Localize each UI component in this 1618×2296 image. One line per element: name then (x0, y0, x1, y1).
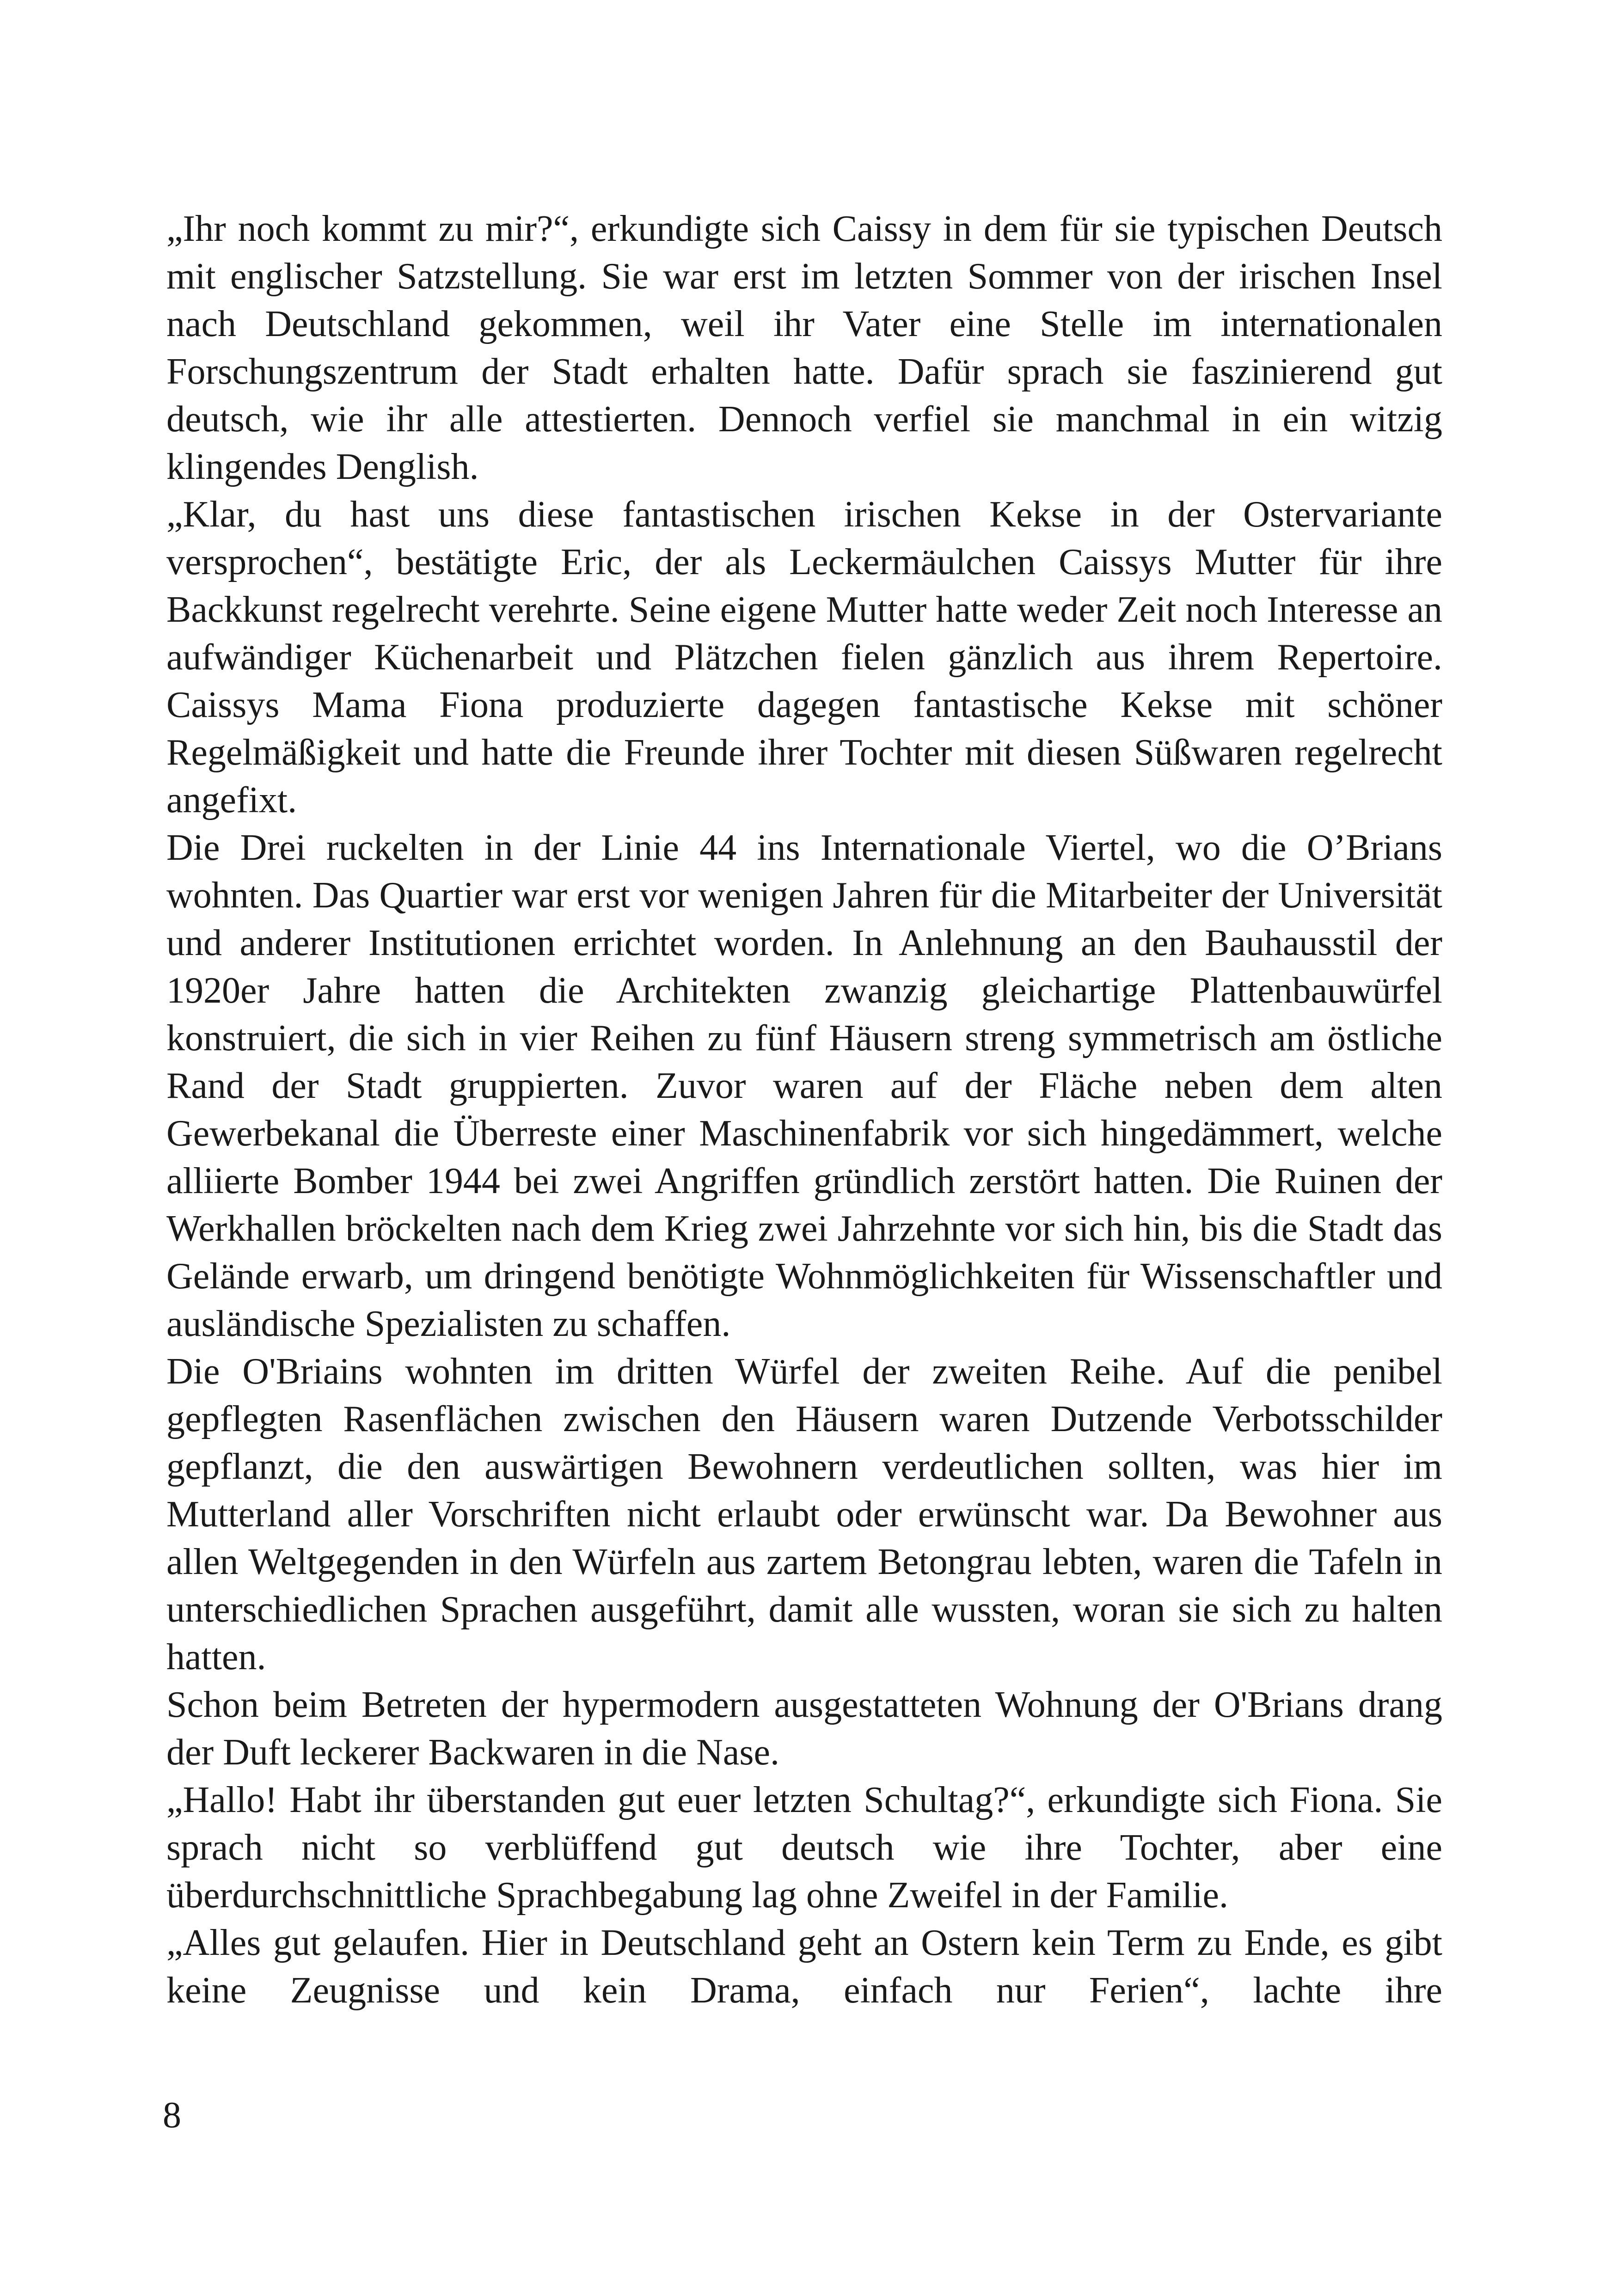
body-text (166, 205, 1442, 2014)
paragraph-eric-cookies: „Klar, du hast uns diese fantastischen irischen Kekse in der Ostervariante versprochen“, bestätigte Eric, der als Leckermäulchen Caissys Mutter für ihre Backkunst regelrecht verehrte. Seine eigene Mutter hatte weder Zeit noch Interesse an aufwändiger Küchenarbeit und Plätzchen fielen gänzlich aus ihrem Repertoire. Caissys Mama Fiona produzierte dagegen fantastische Kekse mit schöner Regelmäßigkeit und hatte die Freunde ihrer Tochter mit diesen Süßwaren regelrecht angefixt. (166, 494, 1442, 820)
page-number: 8 (163, 2095, 181, 2136)
paragraph-easter-holidays: „Alles gut gelaufen. Hier in Deutschland geht an Ostern kein Term zu Ende, es gibt keine Zeugnisse und kein Drama, einfach nur Ferien“, lachte ihre (166, 1923, 1442, 2011)
paragraph-international-quarter: Die Drei ruckelten in der Linie 44 ins Internationale Viertel, wo die O’Brians wohnten. Das Quartier war erst vor wenigen Jahren für die Mitarbeiter der Universität und anderer Institutionen errichtet worden. In Anlehnung an den Bauhausstil der 1920er Jahre hatten die Architekten zwanzig gleichartige Plattenbauwürfel konstruiert, die sich in vier Reihen zu fünf Häusern streng symmetrisch am östliche Rand der Stadt gruppierten. Zuvor waren auf der Fläche neben dem alten Gewerbekanal die Überreste einer Maschinenfabrik vor sich hingedämmert, welche alliierte Bomber 1944 bei zwei Angriffen gründlich zerstört hatten. Die Ruinen der Werkhallen bröckelten nach dem Krieg zwei Jahrzehnte vor sich hin, bis die Stadt das Gelände erwarb, um dringend benötigte Wohnmöglichkeiten für Wissenschaftler und ausländische Spezialisten zu schaffen. (166, 827, 1442, 1344)
paragraph-caissy-question: „Ihr noch kommt zu mir?“, erkundigte sich Caissy in dem für sie typischen Deutsch mit englischer Satzstellung. Sie war erst im letzten Sommer von der irischen Insel nach Deutschland gekommen, weil ihr Vater eine Stelle im internationalen Forschungszentrum der Stadt erhalten hatte. Dafür sprach sie faszinierend gut deutsch, wie ihr alle attestierten. Dennoch verfiel sie manchmal in ein witzig klingendes Denglish. (166, 208, 1442, 487)
paragraph-fiona-greeting: „Hallo! Habt ihr überstanden gut euer letzten Schultag?“, erkundigte sich Fiona. Sie sprach nicht so verblüffend gut deutsch wie ihre Tochter, aber eine überdurchschnittliche Sprachbegabung lag ohne Zweifel in der Familie. (166, 1780, 1442, 1916)
paragraph-entering-apartment: Schon beim Betreten der hypermodern ausgestatteten Wohnung der O'Brians drang der Duft leckerer Backwaren in die Nase. (166, 1684, 1442, 1773)
paragraph-obriains-house: Die O'Briains wohnten im dritten Würfel der zweiten Reihe. Auf die penibel gepflegten Rasenflächen zwischen den Häusern waren Dutzende Verbotsschilder gepflanzt, die den auswärtigen Bewohnern verdeutlichen sollten, was hier im Mutterland aller Vorschriften nicht erlaubt oder erwünscht war. Da Bewohner aus allen Weltgegenden in den Würfeln aus zartem Betongrau lebten, waren die Tafeln in unterschiedlichen Sprachen ausgeführt, damit alle wussten, woran sie sich zu halten hatten. (166, 1351, 1442, 1678)
